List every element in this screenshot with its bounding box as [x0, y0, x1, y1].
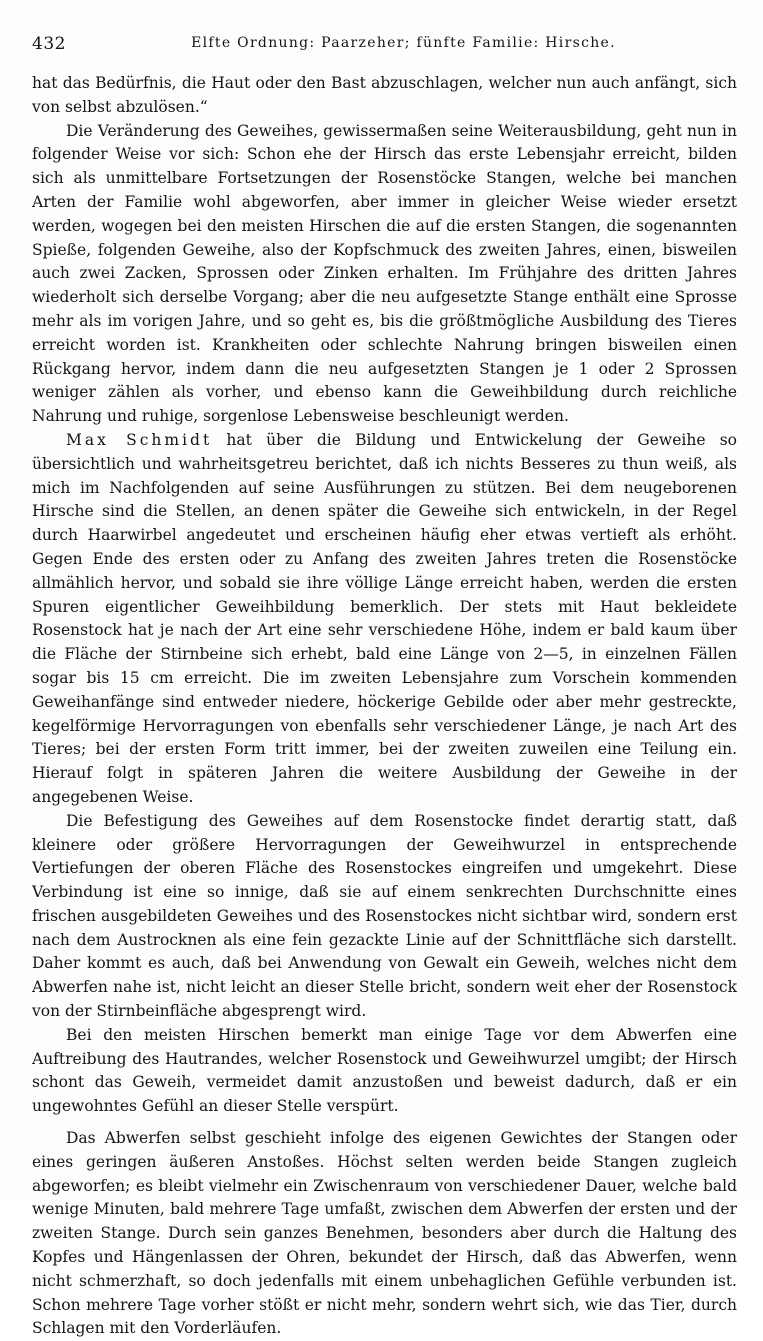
page-header: [32, 34, 735, 56]
paragraph: Bei den meisten Hirschen bemerkt man einige Tage vor dem Abwerfen eine Auftreibung des Hautrandes, welcher Rosenstock und Geweihwurzel umgibt; der Hirsch schont das Geweih, vermeidet damit anzustoßen und beweist dadurch, daß er ein ungewohntes Gefühl an dieser Stelle verspürt.: [32, 1025, 737, 1116]
running-head: Elfte Ordnung: Paarzeher; fünfte Familie: Hirsche.: [191, 35, 616, 51]
paragraph-text: hat über die Bildung und Entwickelung der Geweihe so übersichtlich und wahrheitsgetreu berichtet, daß ich nichts Besseres zu thun weiß, als mich im Nachfolgenden auf seine Ausführungen zu stützen. Bei dem neugeborenen Hirsche sind die Stellen, an denen später die Geweihe sich entwickeln, in der Regel durch Haarwirbel angedeutet und erscheinen häufig eher etwas vertieft als erhöht. Gegen Ende des ersten oder zu Anfang des zweiten Jahres treten die Rosenstöcke allmählich hervor, und sobald sie ihre völlige Länge erreicht haben, werden die ersten Spuren eigentlicher Geweihbildung bemerklich. Der stets mit Haut bekleidete Rosenstock hat je nach der Art eine sehr verschiedene Höhe, indem er bald kaum über die Fläche der Stirnbeine sich erhebt, bald eine Länge von 2—5, in einzelnen Fällen sogar bis 15 cm erreicht. Die im zweiten Lebensjahre zum Vorschein kommenden Geweihanfänge sind entweder niedere, höckerige Gebilde oder aber mehr gestreckte, kegelförmige Hervorragungen von ebenfalls sehr verschiedener Länge, je nach Art des Tieres; bei der ersten Form tritt immer, bei der zweiten zuweilen eine Teilung ein. Hierauf folgt in späteren Jahren die weitere Ausbildung der Geweihe in der angegebenen Weise.: [32, 430, 738, 806]
page-number: 432: [32, 34, 66, 54]
paragraph: Das Abwerfen selbst geschieht infolge des eigenen Gewichtes der Stangen oder eines geringen äußeren Anstoßes. Höchst selten werden beide Stangen zugleich abgeworfen; es bleibt vielmehr ein Zwischenraum von verschiedener Dauer, welche bald wenige Minuten, bald mehrere Tage umfaßt, zwischen dem Abwerfen der ersten und der zweiten Stange. Durch sein ganzes Benehmen, besonders aber durch die Haltung des Kopfes und Hängenlassen der Ohren, bekundet der Hirsch, daß das Abwerfen, wenn nicht schmerzhaft, so doch jedenfalls mit einem unbehaglichen Gefühle verbunden ist. Schon mehrere Tage vorher stößt er nicht mehr, sondern wehrt sich, wie das Tier, durch Schlagen mit den Vorderläufen.: [32, 1129, 737, 1338]
paragraph: Die Befestigung des Geweihes auf dem Rosenstocke findet derartig statt, daß kleinere oder größere Hervorragungen der Geweihwurzel in entsprechende Vertiefungen der oberen Fläche des Rosenstockes eingreifen und umgekehrt. Diese Verbindung ist eine so innige, daß sie auf einem senkrechten Durchschnitte eines frischen ausgebildeten Geweihes und des Rosenstockes nicht sichtbar wird, sondern erst nach dem Austrocknen als eine fein gezackte Linie auf der Schnittfläche sich darstellt. Daher kommt es auch, daß bei Anwendung von Gewalt ein Geweih, welches nicht dem Abwerfen nahe ist, nicht leicht an dieser Stelle bricht, sondern weit eher der Rosenstock von der Stirnbeinfläche abgesprengt wird.: [32, 811, 737, 1021]
paragraph: [32, 429, 737, 810]
paragraph: hat das Bedürfnis, die Haut oder den Bast abzuschlagen, welcher nun auch anfängt, sich von selbst abzulösen.“: [32, 74, 737, 116]
body-text: [32, 72, 737, 1341]
author-name: Max Schmidt: [66, 430, 213, 449]
paragraph: Die Veränderung des Geweihes, gewissermaßen seine Weiterausbildung, geht nun in folgender Weise vor sich: Schon ehe der Hirsch das erste Lebensjahr erreicht, bilden sich als unmittelbare Fortsetzungen der Rosenstöcke Stangen, welche bei manchen Arten der Familie wohl abgeworfen, aber immer in gleicher Weise wieder ersetzt werden, wogegen bei den meisten Hirschen die auf die ersten Stangen, die sogenannten Spieße, folgenden Geweihe, also der Kopfschmuck des zweiten Jahres, einen, bisweilen auch zwei Zacken, Sprossen oder Zinken erhalten. Im Frühjahre des dritten Jahres wiederholt sich derselbe Vorgang; aber die neu aufgesetzte Stange enthält eine Sprosse mehr als im vorigen Jahre, und so geht es, bis die größtmögliche Ausbildung des Tieres erreicht worden ist. Krankheiten oder schlechte Nahrung bringen bisweilen einen Rückgang hervor, indem dann die neu aufgesetzten Stangen je 1 oder 2 Sprossen weniger zählen als vorher, und ebenso kann die Geweihbildung durch reichliche Nahrung und ruhige, sorgenlose Lebensweise beschleunigt werden.: [32, 121, 737, 426]
